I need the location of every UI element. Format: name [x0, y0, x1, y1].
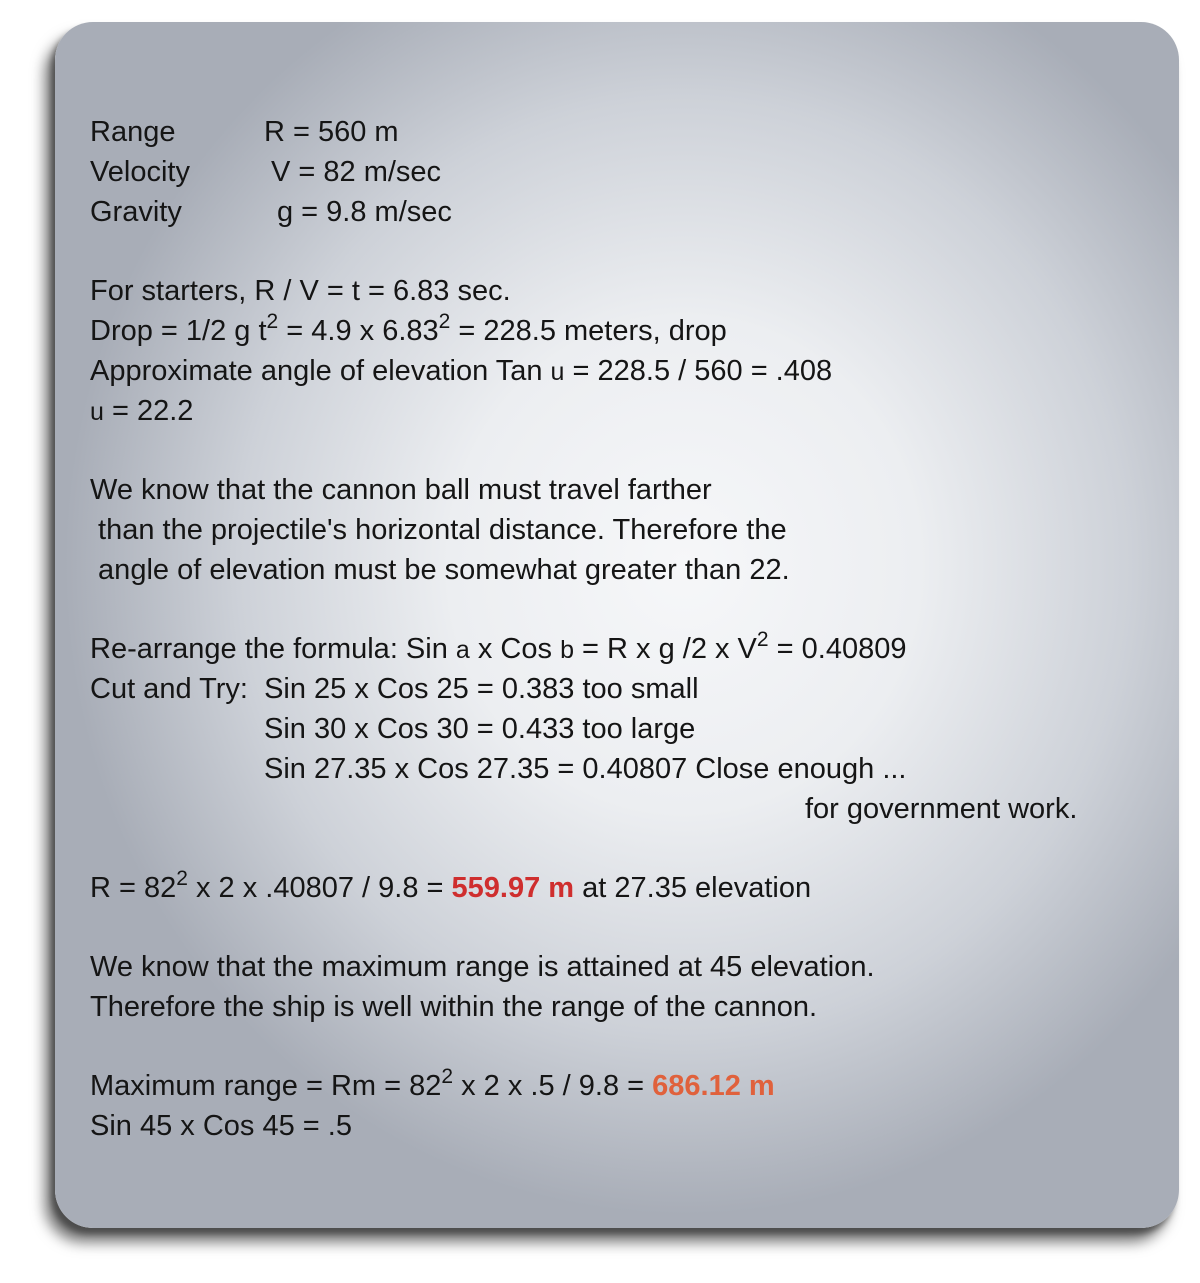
reasoning-line-1: We know that the cannon ball must travel farther: [90, 474, 712, 506]
given-velocity-value: V = 82 m/sec: [271, 156, 442, 188]
sin-cos-45-line: Sin 45 x Cos 45 = .5: [90, 1110, 352, 1142]
given-gravity-label: Gravity: [90, 196, 182, 228]
cut-and-try-line-1: Cut and Try: Sin 25 x Cos 25 = 0.383 too small: [90, 673, 699, 705]
starters-time-line: For starters, R / V = t = 6.83 sec.: [90, 275, 511, 307]
starters-u-line: u = 22.2: [90, 395, 194, 427]
maxnote-line-2: Therefore the ship is well within the range of the cannon.: [90, 991, 818, 1023]
cut-and-try-line-2: Sin 30 x Cos 30 = 0.433 too large: [264, 713, 696, 745]
cut-and-try-line-4: for government work.: [805, 793, 1078, 825]
calculation-card: [55, 22, 1179, 1228]
maximum-highlight: 686.12 m: [652, 1070, 775, 1102]
starters-approx-line: Approximate angle of elevation Tan u = 228.5 / 560 = .408: [90, 355, 833, 387]
result-highlight: 559.97 m: [451, 872, 575, 904]
cut-and-try-line-3: Sin 27.35 x Cos 27.35 = 0.40807 Close enough ...: [264, 753, 907, 785]
given-gravity-value: g = 9.8 m/sec: [277, 196, 452, 228]
reasoning-line-3: angle of elevation must be somewhat greater than 22.: [90, 554, 790, 586]
starters-drop-line: Drop = 1/2 g $t^2 = 4.9$ x $6.83^2 = 228.5$ meters, drop: [90, 310, 727, 347]
given-range-value: R = 560 m: [264, 116, 399, 148]
given-velocity-label: Velocity: [90, 156, 190, 188]
reasoning-line-2: than the projectile's horizontal distance. Therefore the: [90, 514, 787, 546]
given-range-label: Range: [90, 116, 176, 148]
maximum-range-line: Maximum range = $Rm = 82^2$ x 2 x .5 / 9.8 = 686.12 m: [90, 1065, 775, 1102]
formula-line: Re-arrange the formula: Sin a x Cos b = R x g /2 x $V^2 = 0.40809$: [90, 628, 907, 665]
maxnote-line-1: We know that the maximum range is attained at 45 elevation.: [90, 951, 875, 983]
result-line: $R = 82^2$ x 2 x .40807 / 9.8 = 559.97 m at 27.35 elevation: [90, 867, 812, 904]
